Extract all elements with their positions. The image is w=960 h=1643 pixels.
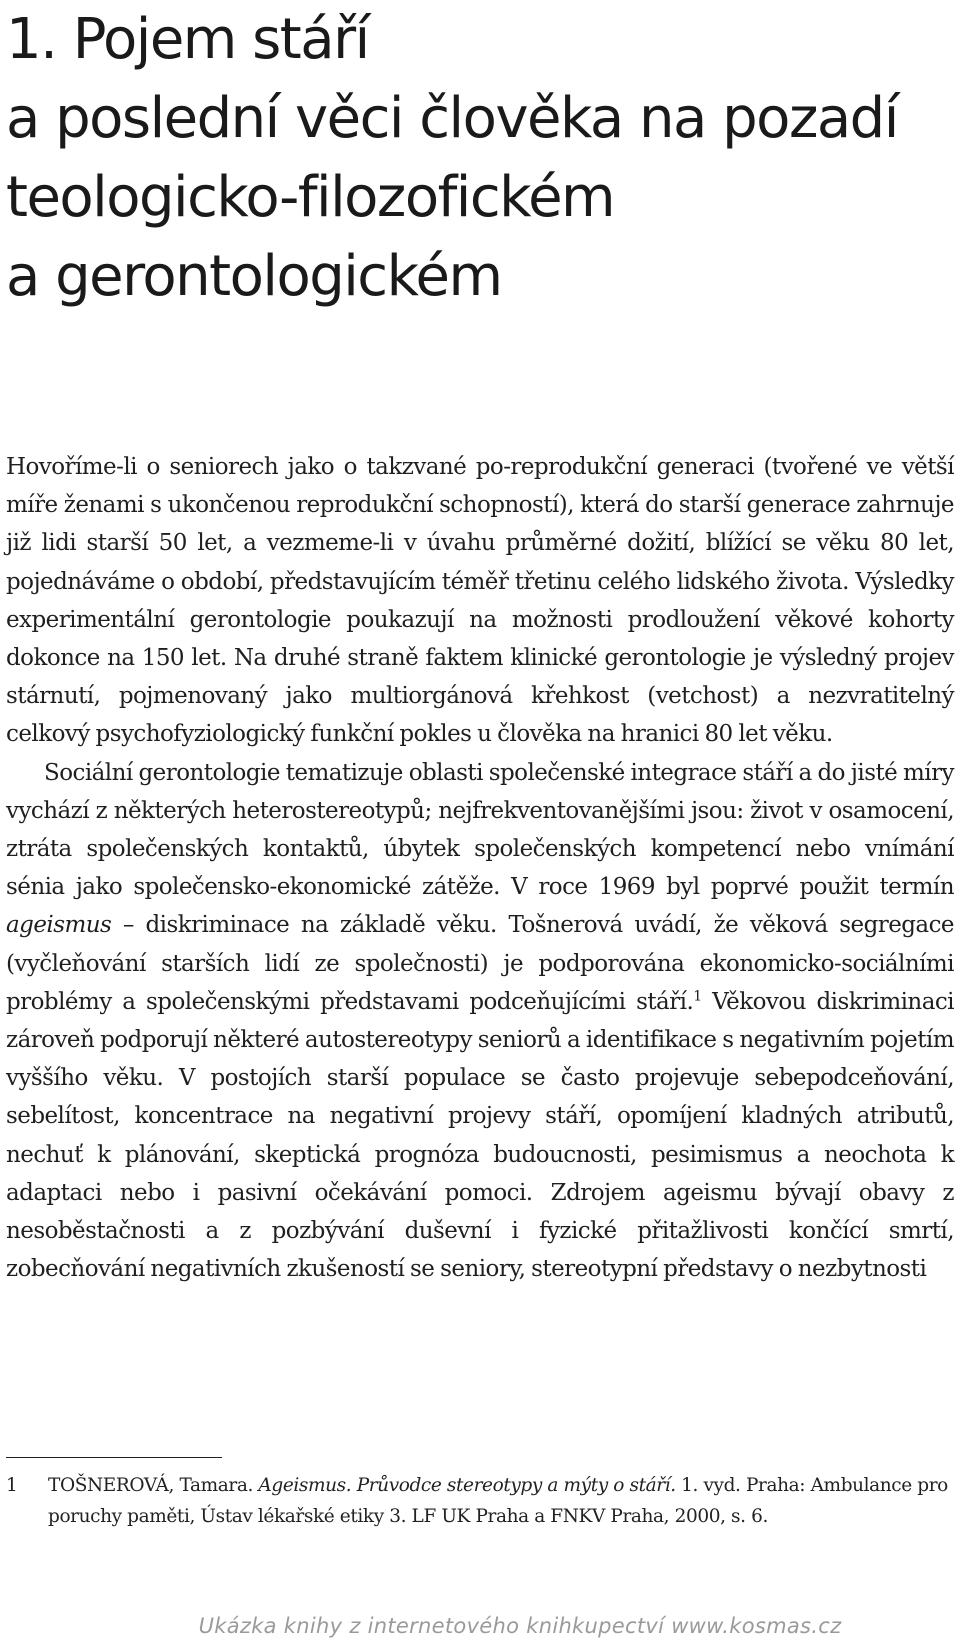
footnote-number: 1 — [6, 1475, 18, 1496]
paragraph-2-text-b: – diskriminace na základě věku. Tošnerová uvádí, že věková segregace (vyčleňování starších lidí ze společnosti) je podporována ekonomicko-sociálními problémy a společenskými představami podceňujícími stáří. — [6, 912, 954, 1015]
paragraph-1: Hovoříme-li o seniorech jako o takzvané po-reprodukční generaci (tvořené ve větší míře ženami s ukončenou reprodukční schopností), která do starší generace zahrnuje již lidi starší 50 let, a vezmeme-li v úvahu průměrné dožití, blížící se věku 80 let, pojednáváme o období, představujícím téměř třetinu celého lidského života. Výsledky experimentální gerontologie poukazují na možnosti prodloužení věkové kohorty dokonce na 150 let. Na druhé straně faktem klinické gerontologie je výsledný projev stárnutí, pojmenovaný jako multiorgánová křehkost (vetchost) a nezvratitelný celkový psychofyziologický funkční pokles u člověka na hranici 80 let věku. — [6, 454, 954, 748]
footnote-publication: 1. vyd. Praha: Ambulance pro poruchy paměti, Ústav lékařské etiky 3. LF UK Praha a FNKV Praha, 2000, s. 6. — [48, 1475, 948, 1527]
book-page — [6, 0, 954, 1527]
chapter-title — [6, 0, 954, 316]
paragraph-2-text-c: Věkovou diskriminaci zároveň podporují některé autostereotypy seniorů a identifikace s negativním pojetím vyššího věku. V postojích starší populace se často projevuje sebepodceňování, sebelítost, koncentrace na negativní projevy stáří, opomíjení kladných atributů, nechuť k plánování, skeptická prognóza budoucnosti, pesimismus a neochota k adaptaci nebo i pasivní očekávání pomoci. Zdrojem ageismu bývají obavy z nesoběstačnosti a z pozbývání duševní i fyzické přitažlivosti končící smrtí, zobecňování negativních zkušeností se seniory, stereotypní představy o nezbytnosti — [6, 988, 954, 1283]
chapter-title-line-2: a poslední věci člověka na pozadí — [6, 86, 898, 151]
footnote-reference[interactable]: 1 — [693, 988, 702, 1005]
footnote-book-title: Ageismus. Průvodce stereotypy a mýty o stáří. — [258, 1475, 676, 1496]
paragraph-2-text-a: Sociální gerontologie tematizuje oblasti společenské integrace stáří a do jisté míry vychází z některých heterostereotypů; nejfrekventovanějšími jsou: život v osamocení, ztráta společenských kontaktů, úbytek společenských kompetencí nebo vnímání sénia jako společensko-ekonomické zátěže. V roce 1969 byl poprvé použit termín — [6, 759, 954, 901]
chapter-title-line-4: a gerontologickém — [6, 244, 502, 309]
paragraph-2 — [6, 754, 954, 1289]
chapter-title-line-1: 1. Pojem stáří — [6, 7, 369, 72]
footnote-author: TOŠNEROVÁ, Tamara. — [48, 1475, 259, 1496]
footnote-divider — [6, 1457, 222, 1458]
chapter-title-line-3: teologicko-filozofickém — [6, 165, 615, 230]
footnote — [6, 1470, 954, 1532]
term-ageismus: ageismus — [6, 912, 112, 939]
footnote-text — [48, 1470, 954, 1532]
body-text — [6, 448, 954, 1288]
watermark: Ukázka knihy z internetového knihkupectví www.kosmas.cz — [198, 1614, 842, 1638]
